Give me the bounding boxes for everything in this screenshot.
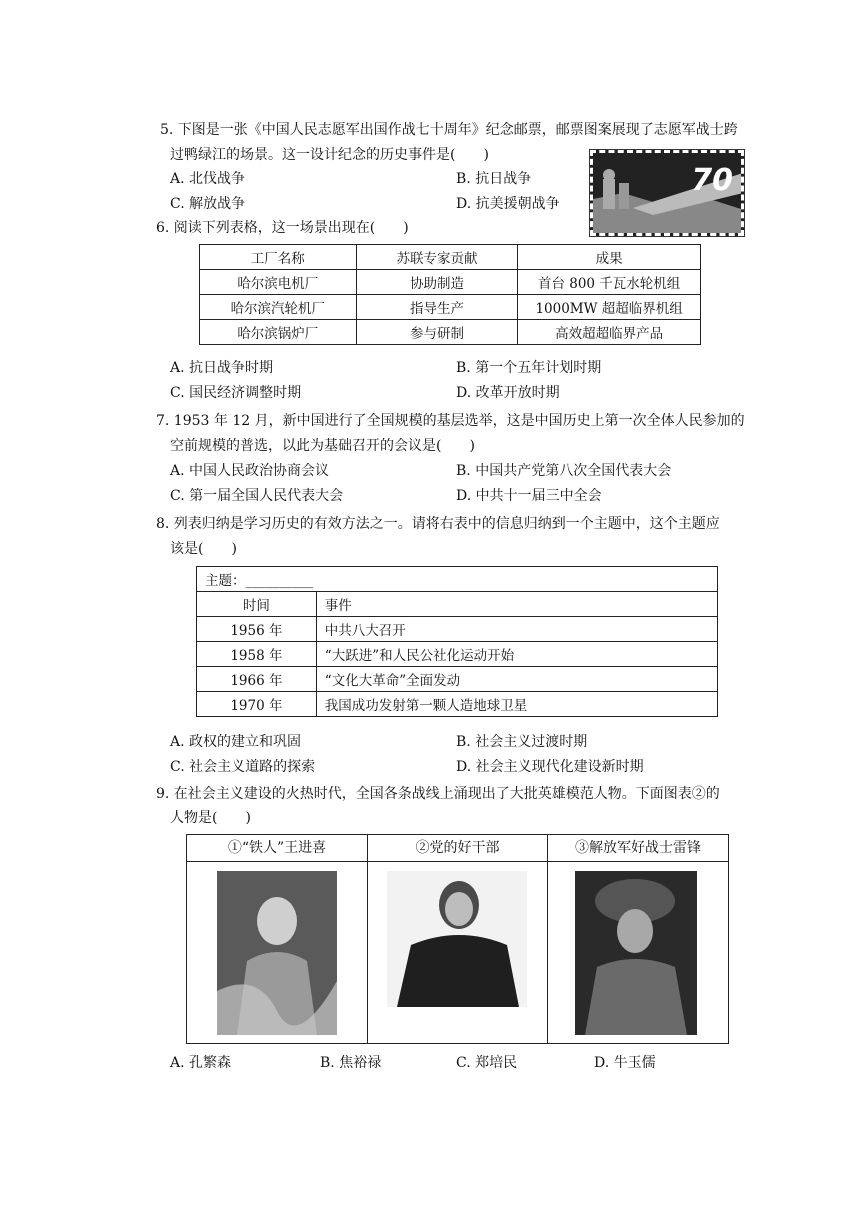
table-row bbox=[197, 642, 718, 667]
q5-option-d: D. 抗美援朝战争 bbox=[456, 196, 560, 212]
q5-option-b: B. 抗日战争 bbox=[456, 171, 532, 187]
q9-stem-line1: 9. 在社会主义建设的火热时代，全国各条战线上涌现出了大批英雄模范人物。下面图表②的 bbox=[156, 786, 720, 802]
q5-option-a: A. 北伐战争 bbox=[170, 171, 246, 187]
table-cell: 指导生产 bbox=[356, 295, 518, 320]
q9-figure-table bbox=[186, 834, 729, 1044]
table-header-cell: 事件 bbox=[316, 592, 717, 617]
table-cell: “大跃进”和人民公社化运动开始 bbox=[316, 642, 717, 667]
table-cell: 中共八大召开 bbox=[316, 617, 717, 642]
commemorative-stamp-image bbox=[590, 150, 744, 236]
q9-stem-line2: 人物是( ) bbox=[170, 810, 251, 826]
q7-stem-line2: 空前规模的普选，以此为基础召开的会议是( ) bbox=[170, 438, 475, 454]
divider bbox=[187, 861, 728, 862]
q7-option-b: B. 中国共产党第八次全国代表大会 bbox=[456, 463, 672, 479]
q9-option-d: D. 牛玉儒 bbox=[594, 1055, 656, 1071]
table-header-cell: 时间 bbox=[197, 592, 317, 617]
table-row bbox=[200, 295, 701, 320]
table-header-row bbox=[197, 592, 718, 617]
q6-table bbox=[199, 244, 701, 345]
q8-option-b: B. 社会主义过渡时期 bbox=[456, 734, 588, 750]
table-row bbox=[197, 617, 718, 642]
q7-option-a: A. 中国人民政治协商会议 bbox=[170, 463, 330, 479]
q5-option-c: C. 解放战争 bbox=[170, 196, 246, 212]
table-cell: 高效超超临界产品 bbox=[518, 320, 701, 345]
table-row bbox=[197, 692, 718, 717]
q8-stem-line1: 8. 列表归纳是学习历史的有效方法之一。请将右表中的信息归纳到一个主题中，这个主题应 bbox=[156, 516, 720, 532]
q8-table bbox=[196, 566, 718, 717]
table-cell: 哈尔滨汽轮机厂 bbox=[200, 295, 357, 320]
table-cell: 哈尔滨电机厂 bbox=[200, 270, 357, 295]
divider bbox=[547, 835, 548, 1043]
table-cell: 参与研制 bbox=[356, 320, 518, 345]
q6-option-d: D. 改革开放时期 bbox=[456, 385, 560, 401]
photo-jiao-yulu bbox=[387, 871, 527, 1007]
divider bbox=[367, 835, 368, 1043]
q8-option-c: C. 社会主义道路的探索 bbox=[170, 759, 316, 775]
table-cell: 我国成功发射第一颗人造地球卫星 bbox=[316, 692, 717, 717]
q7-stem-line1: 7. 1953 年 12 月，新中国进行了全国规模的基层选举，这是中国历史上第一次全体人民参加的 bbox=[156, 413, 745, 429]
photo-wang-jinxi bbox=[217, 871, 337, 1035]
q8-stem-line2: 该是( ) bbox=[170, 541, 237, 557]
q9-option-c: C. 郑培民 bbox=[456, 1055, 518, 1071]
q8-option-a: A. 政权的建立和巩固 bbox=[170, 734, 302, 750]
q6-stem: 6. 阅读下列表格，这一场景出现在( ) bbox=[156, 220, 409, 236]
q5-stem-line1: 5. 下图是一张《中国人民志愿军出国作战七十周年》纪念邮票，邮票图案展现了志愿军战士跨 bbox=[160, 122, 738, 138]
table-header-cell: 苏联专家贡献 bbox=[356, 245, 518, 270]
q7-option-d: D. 中共十一届三中全会 bbox=[456, 488, 602, 504]
table-header-cell: 成果 bbox=[518, 245, 701, 270]
table-header-cell: 工厂名称 bbox=[200, 245, 357, 270]
caption-3: ③解放军好战士雷锋 bbox=[575, 840, 701, 856]
table-theme-row bbox=[197, 567, 718, 592]
theme-label: 主题：__________ bbox=[197, 567, 718, 592]
table-cell: 1000MW 超超临界机组 bbox=[518, 295, 701, 320]
q9-option-b: B. 焦裕禄 bbox=[320, 1055, 382, 1071]
caption-2: ②党的好干部 bbox=[415, 840, 500, 856]
table-cell: 1958 年 bbox=[197, 642, 317, 667]
q6-option-b: B. 第一个五年计划时期 bbox=[456, 360, 602, 376]
table-row bbox=[197, 667, 718, 692]
table-cell: 1966 年 bbox=[197, 667, 317, 692]
q9-option-a: A. 孔繁森 bbox=[170, 1055, 232, 1071]
table-header-row bbox=[200, 245, 701, 270]
caption-1: ①“铁人”王进喜 bbox=[227, 840, 327, 856]
q6-option-c: C. 国民经济调整时期 bbox=[170, 385, 302, 401]
q7-option-c: C. 第一届全国人民代表大会 bbox=[170, 488, 344, 504]
table-cell: 首台 800 千瓦水轮机组 bbox=[518, 270, 701, 295]
stamp-70-text: 70 bbox=[691, 163, 733, 198]
table-cell: 1956 年 bbox=[197, 617, 317, 642]
q5-stem-line2: 过鸭绿江的场景。这一设计纪念的历史事件是( ) bbox=[170, 147, 489, 163]
table-cell: 1970 年 bbox=[197, 692, 317, 717]
table-cell: “文化大革命”全面发动 bbox=[316, 667, 717, 692]
table-row bbox=[200, 270, 701, 295]
table-cell: 哈尔滨锅炉厂 bbox=[200, 320, 357, 345]
photo-lei-feng bbox=[575, 871, 697, 1035]
table-cell: 协助制造 bbox=[356, 270, 518, 295]
q6-option-a: A. 抗日战争时期 bbox=[170, 360, 274, 376]
q8-option-d: D. 社会主义现代化建设新时期 bbox=[456, 759, 644, 775]
table-row bbox=[200, 320, 701, 345]
